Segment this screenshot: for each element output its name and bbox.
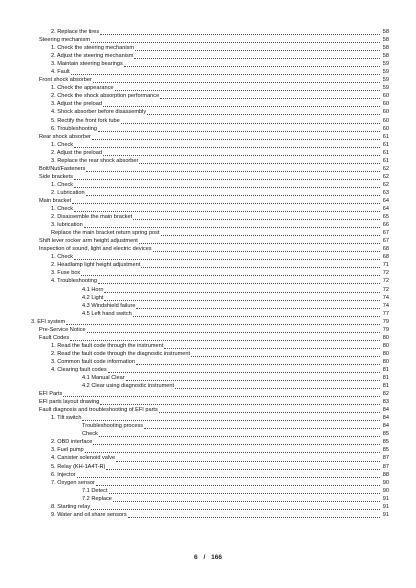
toc-entry[interactable] <box>31 438 389 446</box>
toc-entry[interactable] <box>31 422 389 430</box>
toc-entry-page-number: 80 <box>382 358 389 365</box>
toc-entry-title: 4.2 Clear using diagnostic instrument <box>82 383 175 390</box>
toc-entry-title: Steering mechanism <box>39 37 90 44</box>
toc-entry[interactable] <box>31 342 389 350</box>
toc-entry-page-number: 80 <box>382 350 389 357</box>
table-of-contents <box>31 28 389 519</box>
toc-entry-page-number: 59 <box>382 61 389 68</box>
toc-entry-title: 4.2 Light <box>82 294 104 301</box>
toc-entry[interactable] <box>31 446 389 454</box>
dot-leader <box>106 464 380 470</box>
toc-entry-page-number: 60 <box>382 117 389 124</box>
dot-leader <box>93 439 380 445</box>
toc-entry[interactable] <box>31 173 389 181</box>
toc-entry-page-number: 74 <box>382 294 389 301</box>
toc-entry-title: 9. Water and oil share sensors <box>51 511 127 518</box>
toc-entry[interactable] <box>31 245 389 253</box>
toc-entry-page-number: 67 <box>382 230 389 237</box>
toc-entry[interactable] <box>31 479 389 487</box>
toc-entry-title: Shift lever rocker arm height adjustment <box>39 238 138 245</box>
dot-leader <box>70 335 380 341</box>
toc-entry-title: 4. Troubleshooting <box>51 278 98 285</box>
toc-entry-title: 2. Read the fault code through the diagnostic instrument <box>51 350 190 357</box>
toc-entry[interactable] <box>31 76 389 84</box>
dot-leader <box>92 134 380 140</box>
dot-leader <box>115 85 380 91</box>
toc-entry[interactable] <box>31 358 389 366</box>
dot-leader <box>74 254 380 260</box>
toc-entry-page-number: 80 <box>382 334 389 341</box>
toc-entry-page-number: 59 <box>382 69 389 76</box>
toc-entry-title: 8. Starting relay <box>51 503 91 510</box>
toc-entry[interactable] <box>31 487 389 495</box>
toc-entry-title: 3. Fuse box <box>51 270 81 277</box>
toc-entry[interactable] <box>31 366 389 374</box>
toc-entry-page-number: 74 <box>382 302 389 309</box>
toc-entry-title: 4.3 Windshield failure <box>82 302 136 309</box>
toc-entry[interactable] <box>31 310 389 318</box>
dot-leader <box>98 126 380 132</box>
toc-entry-page-number: 58 <box>382 53 389 60</box>
dot-leader <box>160 93 380 99</box>
toc-entry-page-number: 59 <box>382 85 389 92</box>
toc-entry[interactable] <box>31 108 389 116</box>
dot-leader <box>74 142 380 148</box>
toc-entry[interactable] <box>31 44 389 52</box>
dot-leader <box>74 206 380 212</box>
toc-entry-title: Pre-Service Notice <box>39 326 86 333</box>
dot-leader <box>175 383 380 389</box>
toc-entry-page-number: 65 <box>382 214 389 221</box>
toc-entry[interactable] <box>31 100 389 108</box>
toc-entry[interactable] <box>31 454 389 462</box>
toc-entry-title: 1. Check <box>51 181 74 188</box>
dot-leader <box>96 480 380 486</box>
toc-entry[interactable] <box>31 205 389 213</box>
toc-entry-page-number: 84 <box>382 415 389 422</box>
toc-entry-title: 3. Replace the rear shock absorber <box>51 157 139 164</box>
toc-entry-title: EFI Parts <box>39 391 63 398</box>
dot-leader <box>87 327 380 333</box>
toc-entry-page-number: 72 <box>382 278 389 285</box>
toc-entry-title: Replace the main bracket return spring post <box>51 230 160 237</box>
dot-leader <box>191 351 380 357</box>
toc-entry-page-number: 64 <box>382 206 389 213</box>
toc-entry-title: Main bracket <box>39 197 72 204</box>
toc-entry-title: 4.5 Left hand switch <box>82 310 132 317</box>
toc-entry-title: Fault Codes <box>39 334 70 341</box>
dot-leader <box>144 423 380 429</box>
toc-entry-page-number: 60 <box>382 125 389 132</box>
toc-entry[interactable] <box>31 269 389 277</box>
toc-entry-page-number: 79 <box>382 318 389 325</box>
dot-leader <box>91 504 380 510</box>
toc-entry-page-number: 88 <box>382 471 389 478</box>
dot-leader <box>84 222 380 228</box>
toc-entry-page-number: 84 <box>382 423 389 430</box>
dot-leader <box>133 214 380 220</box>
dot-leader <box>104 295 380 301</box>
toc-entry[interactable] <box>31 92 389 100</box>
toc-entry-page-number: 71 <box>382 262 389 269</box>
dot-leader <box>136 359 380 365</box>
toc-entry-page-number: 61 <box>382 141 389 148</box>
toc-entry[interactable] <box>31 221 389 229</box>
toc-entry[interactable] <box>31 189 389 197</box>
toc-entry-page-number: 87 <box>382 463 389 470</box>
page-separator: / <box>203 554 206 561</box>
toc-entry-page-number: 85 <box>382 439 389 446</box>
toc-entry[interactable] <box>31 261 389 269</box>
dot-leader <box>77 472 380 478</box>
dot-leader <box>82 415 380 421</box>
toc-entry-title: 1. Read the fault code through the instrument <box>51 342 164 349</box>
toc-entry-title: 3. Maintain steering bearings <box>51 61 123 68</box>
toc-entry-title: 1. Check <box>51 206 74 213</box>
toc-entry-title: 1. Check the steering mechanism <box>51 45 135 52</box>
toc-entry-page-number: 58 <box>382 45 389 52</box>
toc-entry[interactable] <box>31 471 389 479</box>
toc-entry[interactable] <box>31 406 389 414</box>
toc-entry[interactable] <box>31 463 389 471</box>
dot-leader <box>85 447 380 453</box>
toc-entry-page-number: 79 <box>382 326 389 333</box>
toc-entry[interactable] <box>31 495 389 503</box>
total-pages: 166 <box>211 554 222 561</box>
toc-entry[interactable] <box>31 28 389 36</box>
toc-entry[interactable] <box>31 197 389 205</box>
dot-leader <box>71 69 380 75</box>
toc-entry-title: Bolt/Nut/Fasteners <box>39 165 86 172</box>
toc-entry-title: Inspection of sound, light and electric devices <box>39 246 152 253</box>
toc-entry-title: 5. Rectify the front fork tube <box>51 117 120 124</box>
toc-entry-title: 4.1 Horn <box>82 286 104 293</box>
toc-entry-page-number: 72 <box>382 270 389 277</box>
toc-entry[interactable] <box>31 52 389 60</box>
toc-entry-page-number: 66 <box>382 222 389 229</box>
toc-entry-page-number: 64 <box>382 197 389 204</box>
toc-entry[interactable] <box>31 414 389 422</box>
toc-entry-title: 1. Tilt switch <box>51 415 82 422</box>
toc-entry[interactable] <box>31 277 389 285</box>
toc-entry[interactable] <box>31 350 389 358</box>
dot-leader <box>153 246 380 252</box>
toc-entry-title: 2. Replace the tires <box>51 29 100 35</box>
toc-entry-page-number: 58 <box>382 37 389 44</box>
toc-entry-title: 3. EFI system <box>31 318 66 325</box>
toc-entry[interactable] <box>31 390 389 398</box>
toc-entry-page-number: 91 <box>382 495 389 502</box>
toc-entry[interactable] <box>31 117 389 125</box>
toc-entry[interactable] <box>31 149 389 157</box>
toc-entry[interactable] <box>31 511 389 519</box>
toc-entry-title: 1. Check the appearance <box>51 85 114 92</box>
toc-entry-title: 1. Check <box>51 254 74 261</box>
toc-entry-title: 1. Check <box>51 141 74 148</box>
toc-entry[interactable] <box>31 141 389 149</box>
toc-entry-page-number: 83 <box>382 399 389 406</box>
dot-leader <box>147 109 380 115</box>
toc-entry[interactable] <box>31 36 389 44</box>
dot-leader <box>109 488 381 494</box>
toc-entry-page-number: 85 <box>382 431 389 438</box>
toc-entry[interactable] <box>31 60 389 68</box>
toc-entry-title: 2. Lubrication <box>51 189 85 196</box>
toc-entry-page-number: 63 <box>382 189 389 196</box>
toc-entry-page-number: 84 <box>382 407 389 414</box>
toc-entry-title: 5. Relay (KH-1A4T-R) <box>51 463 106 470</box>
toc-entry-title: Fault diagnosis and troubleshooting of EFI parts <box>39 407 158 414</box>
toc-entry-title: 6. Troubleshooting <box>51 125 98 132</box>
dot-leader <box>91 37 380 43</box>
toc-entry[interactable] <box>31 382 389 390</box>
toc-entry-page-number: 91 <box>382 511 389 518</box>
dot-leader <box>74 174 380 180</box>
toc-entry-title: 2. Check the shock absorption performance <box>51 93 160 100</box>
toc-entry-title: 3. Common fault code information <box>51 358 135 365</box>
toc-entry-page-number: 91 <box>382 503 389 510</box>
toc-entry[interactable] <box>31 294 389 302</box>
toc-entry-page-number: 80 <box>382 342 389 349</box>
toc-entry-title: 7.1 Detect <box>82 487 108 494</box>
toc-entry-page-number: 60 <box>382 101 389 108</box>
dot-leader <box>103 150 380 156</box>
dot-leader <box>74 182 380 188</box>
toc-entry-title: 4. Clearing fault codes <box>51 366 107 373</box>
toc-entry[interactable] <box>31 165 389 173</box>
toc-entry[interactable] <box>31 318 389 326</box>
toc-entry-title: Check <box>82 431 98 438</box>
toc-entry-page-number: 68 <box>382 254 389 261</box>
dot-leader <box>113 496 380 502</box>
toc-entry-page-number: 72 <box>382 286 389 293</box>
toc-entry-title: 2. OBD interface <box>51 439 93 446</box>
toc-entry[interactable] <box>31 229 389 237</box>
dot-leader <box>128 512 380 518</box>
dot-leader <box>100 399 380 405</box>
toc-entry-title: 6. Injector <box>51 471 76 478</box>
page-footer <box>0 554 416 561</box>
toc-entry[interactable] <box>31 286 389 294</box>
dot-leader <box>86 190 380 196</box>
toc-entry-title: Front shock absorber <box>39 77 92 84</box>
dot-leader <box>104 287 380 293</box>
dot-leader <box>134 53 380 59</box>
toc-entry-page-number: 62 <box>382 165 389 172</box>
toc-entry-page-number: 58 <box>382 29 389 35</box>
toc-entry[interactable] <box>31 334 389 342</box>
dot-leader <box>63 391 380 397</box>
dot-leader <box>103 101 380 107</box>
dot-leader <box>66 319 380 325</box>
toc-entry-page-number: 62 <box>382 181 389 188</box>
toc-entry[interactable] <box>31 133 389 141</box>
toc-entry-page-number: 68 <box>382 246 389 253</box>
toc-entry[interactable] <box>31 84 389 92</box>
toc-entry[interactable] <box>31 253 389 261</box>
toc-entry[interactable] <box>31 68 389 76</box>
toc-entry-title: 7. Oxygen sensor <box>51 479 95 486</box>
toc-entry[interactable] <box>31 302 389 310</box>
dot-leader <box>100 29 380 35</box>
toc-entry-page-number: 59 <box>382 77 389 84</box>
toc-entry-page-number: 90 <box>382 487 389 494</box>
toc-entry[interactable] <box>31 213 389 221</box>
dot-leader <box>141 262 380 268</box>
toc-entry-page-number: 81 <box>382 366 389 373</box>
toc-entry-page-number: 60 <box>382 93 389 100</box>
toc-entry-page-number: 77 <box>382 310 389 317</box>
toc-entry-page-number: 85 <box>382 447 389 454</box>
toc-entry-page-number: 61 <box>382 149 389 156</box>
dot-leader <box>121 118 380 124</box>
toc-entry-page-number: 90 <box>382 479 389 486</box>
toc-entry[interactable] <box>31 125 389 133</box>
dot-leader <box>164 343 380 349</box>
toc-entry-title: 4.1 Manual Clear <box>82 375 125 382</box>
dot-leader <box>81 270 380 276</box>
toc-entry-page-number: 81 <box>382 375 389 382</box>
toc-entry-title: 2. Adjust the preload <box>51 149 103 156</box>
dot-leader <box>108 367 380 373</box>
toc-entry[interactable] <box>31 430 389 438</box>
toc-entry-title: Troubleshooting process <box>82 423 144 430</box>
toc-entry-page-number: 82 <box>382 391 389 398</box>
toc-entry-title: 2. Adjust the steering mechanism <box>51 53 134 60</box>
toc-entry-page-number: 67 <box>382 238 389 245</box>
toc-entry-title: 3. lubrication <box>51 222 83 229</box>
toc-entry-page-number: 62 <box>382 173 389 180</box>
dot-leader <box>161 230 380 236</box>
dot-leader <box>139 238 380 244</box>
toc-entry[interactable] <box>31 181 389 189</box>
dot-leader <box>136 303 380 309</box>
toc-entry-page-number: 61 <box>382 133 389 140</box>
toc-entry-page-number: 61 <box>382 157 389 164</box>
dot-leader <box>72 198 380 204</box>
toc-entry-title: 2. Headlamp light height adjustment <box>51 262 141 269</box>
toc-entry-title: 3. Adjust the preload <box>51 101 103 108</box>
toc-entry-title: 4. Shock absorber before disassembly <box>51 109 147 116</box>
dot-leader <box>116 456 380 462</box>
toc-entry-title: 3. Fuel pump <box>51 447 84 454</box>
dot-leader <box>126 375 380 381</box>
current-page-number: 6 <box>194 554 198 561</box>
toc-entry-title: 7.2 Replace <box>82 495 112 502</box>
dot-leader <box>86 166 380 172</box>
toc-entry[interactable] <box>31 157 389 165</box>
toc-entry-page-number: 87 <box>382 455 389 462</box>
toc-entry-page-number: 81 <box>382 383 389 390</box>
toc-entry-title: 2. Disassemble the main bracket <box>51 214 133 221</box>
toc-entry-title: Side brackets <box>39 173 73 180</box>
dot-leader <box>124 61 380 67</box>
dot-leader <box>159 407 380 413</box>
dot-leader <box>93 77 380 83</box>
dot-leader <box>133 311 380 317</box>
toc-entry-title: 4. Canister solenoid valve <box>51 455 116 462</box>
dot-leader <box>99 431 380 437</box>
toc-entry-title: 4. Fault <box>51 69 70 76</box>
toc-entry[interactable] <box>31 398 389 406</box>
dot-leader <box>98 278 380 284</box>
toc-entry[interactable] <box>31 237 389 245</box>
dot-leader <box>139 158 380 164</box>
toc-entry[interactable] <box>31 326 389 334</box>
toc-entry-title: EFI parts layout drawing <box>39 399 100 406</box>
toc-entry[interactable] <box>31 503 389 511</box>
toc-entry-title: Rear shock absorber <box>39 133 91 140</box>
dot-leader <box>135 45 380 51</box>
toc-entry-page-number: 60 <box>382 109 389 116</box>
toc-entry[interactable] <box>31 374 389 382</box>
